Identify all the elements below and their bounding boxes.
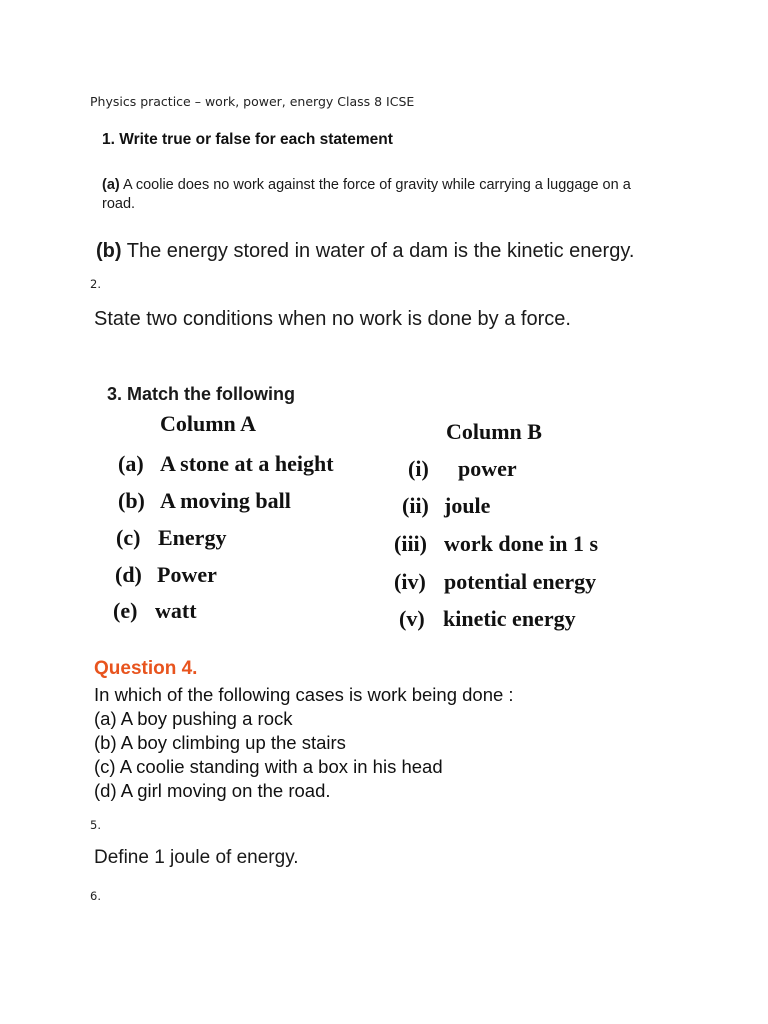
column-a-item-label: (d) [115, 562, 142, 587]
column-a-item-a [118, 451, 334, 477]
question-4-option-b: (b) A boy climbing up the stairs [94, 732, 346, 753]
column-a-item-text: Power [157, 562, 217, 587]
question-5-text: Define 1 joule of energy. [94, 847, 299, 868]
column-a-item-e [113, 598, 197, 624]
column-b-item-ii [402, 493, 490, 519]
question-6-number: 6. [90, 889, 101, 903]
column-a-item-b [118, 488, 291, 514]
question-1a-text-line2: road. [102, 196, 136, 212]
question-1a-statement [102, 176, 692, 214]
question-4-option-a: (a) A boy pushing a rock [94, 708, 293, 729]
column-b-item-label: (v) [399, 606, 425, 631]
column-b-item-text: joule [444, 493, 491, 518]
column-a-item-d [115, 562, 217, 588]
column-a-item-label: (b) [118, 488, 145, 513]
column-b-item-text: power [458, 456, 517, 481]
column-b-item-label: (i) [408, 456, 429, 481]
column-b-item-text: kinetic energy [443, 606, 576, 631]
question-1b-statement [96, 240, 634, 263]
column-a-item-text: watt [155, 598, 197, 623]
question-5-number: 5. [90, 818, 101, 832]
column-a-item-text: A stone at a height [160, 451, 334, 476]
column-b-item-iii [394, 531, 598, 557]
column-a-item-c [116, 525, 226, 551]
question-3-title: 3. Match the following [107, 384, 295, 404]
question-2-text: State two conditions when no work is done by a force. [94, 308, 571, 330]
column-b-item-label: (iii) [394, 531, 427, 556]
column-a-item-label: (a) [118, 451, 144, 476]
column-b-heading: Column B [446, 419, 542, 444]
question-1b-label: (b) [96, 240, 122, 262]
question-4-option-d: (d) A girl moving on the road. [94, 780, 331, 801]
column-a-heading: Column A [160, 411, 256, 436]
column-b-item-label: (ii) [402, 493, 429, 518]
column-a-item-label: (e) [113, 598, 138, 623]
column-b-item-i [408, 456, 517, 482]
column-a-item-label: (c) [116, 525, 141, 550]
column-b-item-iv [394, 569, 596, 595]
column-a-item-text: A moving ball [160, 488, 291, 513]
question-1a-label: (a) [102, 177, 120, 193]
column-b-item-text: work done in 1 s [444, 531, 599, 556]
worksheet-header: Physics practice – work, power, energy Class 8 ICSE [90, 94, 415, 109]
column-a-item-text: Energy [158, 525, 227, 550]
question-1b-text: The energy stored in water of a dam is the kinetic energy. [121, 240, 635, 262]
question-2-number: 2. [90, 277, 101, 291]
question-4-title: Question 4. [94, 658, 198, 679]
question-4-prompt: In which of the following cases is work being done : [94, 684, 514, 705]
column-b-item-label: (iv) [394, 569, 426, 594]
question-1a-text-line1: A coolie does no work against the force of gravity while carrying a luggage on a [119, 177, 631, 193]
question-1-title: 1. Write true or false for each statement [102, 131, 393, 148]
column-b-item-text: potential energy [444, 569, 597, 594]
column-b-item-v [399, 606, 576, 632]
question-4-option-c: (c) A coolie standing with a box in his head [94, 756, 443, 777]
